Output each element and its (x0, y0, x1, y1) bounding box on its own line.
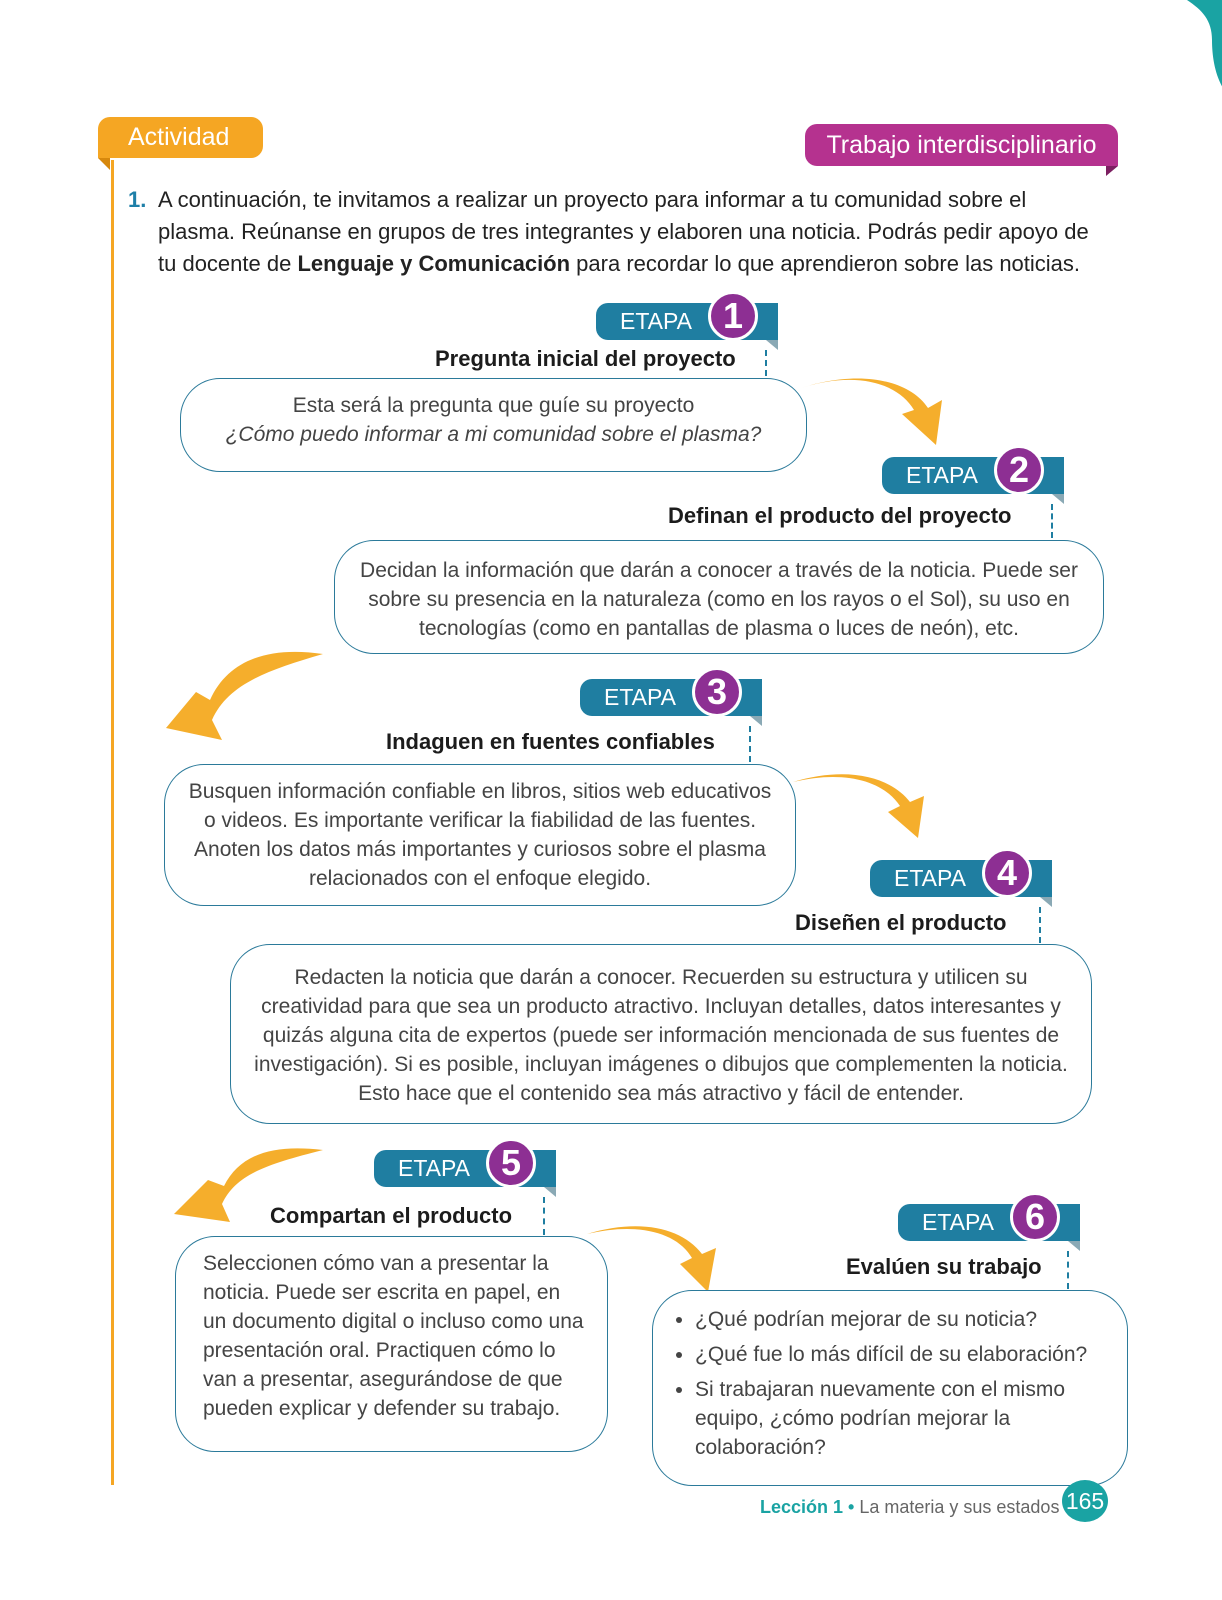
intro-bold-subject: Lenguaje y Comunicación (297, 251, 571, 276)
stage-6-questions (673, 1305, 1109, 1462)
stage-number: 5 (486, 1138, 536, 1188)
stage-1-badge (596, 295, 766, 340)
arrow-right-1 (796, 370, 946, 450)
interdisciplinary-tab: Trabajo interdisciplinario (805, 124, 1118, 166)
stage-2-title: Definan el producto del proyecto (668, 503, 1012, 528)
arrow-left-2 (158, 648, 328, 744)
stage-4-text: Redacten la noticia que darán a conocer. Recuerden su estructura y utilicen su creatividad para que sea un producto atractivo. Incluyan detalles, datos interesantes y quizás alguna cita de expertos (puede ser información mencionada de sus fuentes de investigación). Si es posible, incluyan imágenes o dibujos que complementen la noticia. Esto hace que el contenido sea más atractivo y fácil de entender. (254, 966, 1068, 1105)
footer-lesson (760, 1497, 1059, 1518)
stage-5-badge (374, 1142, 544, 1187)
lesson-label: Lección 1 (760, 1497, 844, 1517)
stage-connector (1039, 907, 1041, 943)
stage-5-text: Seleccionen cómo van a presentar la noticia. Puede ser escrita en papel, en un documento digital o incluso como una presentación oral. Practiquen cómo lo van a presentar, asegurándose de que pueden explicar y defender su trabajo. (203, 1252, 584, 1420)
intro-paragraph (128, 184, 1108, 276)
stage-label: ETAPA (620, 308, 692, 334)
corner-decoration (1092, 0, 1222, 110)
list-item: • ¿Qué podrían mejorar de su noticia? (695, 1305, 1109, 1334)
activity-tab-fold (98, 158, 110, 170)
stage-2-text: Decidan la información que darán a conocer a través de la noticia. Puede ser sobre su presencia en la naturaleza (como en los rayos o el Sol), su uso en tecnologías (como en pantallas de plasma o luces de neón), etc. (360, 559, 1078, 640)
stage-4-title: Diseñen el producto (795, 910, 1007, 935)
stage-connector (765, 350, 767, 376)
list-item: • Si trabajaran nuevamente con el mismo equipo, ¿cómo podrían mejorar la colaboración? (695, 1375, 1109, 1462)
stage-1-question: ¿Cómo puedo informar a mi comunidad sobre el plasma? (225, 423, 762, 446)
stage-label: ETAPA (922, 1209, 994, 1235)
stage-connector (1051, 504, 1053, 538)
stage-3-title: Indaguen en fuentes confiables (386, 729, 715, 754)
stage-6-title: Evalúen su trabajo (846, 1254, 1042, 1279)
stage-label: ETAPA (604, 684, 676, 710)
stage-label: ETAPA (398, 1155, 470, 1181)
arrow-right-3 (788, 772, 938, 842)
intro-text-part: A continuación, te invitamos a realizar un proyecto para informar a tu comunidad sobre el plasma. Reúnanse en grupos de tres integrantes y elaboren una noticia. Podrás pedir apoyo de tu docente de (158, 187, 1089, 276)
stage-number: 4 (982, 848, 1032, 898)
lesson-title: La materia y sus estados (859, 1497, 1060, 1517)
stage-4-box (230, 944, 1092, 1124)
stage-number: 6 (1010, 1192, 1060, 1242)
margin-line (111, 160, 114, 1485)
item-number: 1. (128, 187, 147, 212)
footer-separator: • (843, 1497, 860, 1517)
intro-text-part: para recordar lo que aprendieron sobre las noticias. (570, 251, 1081, 276)
stage-connector (1067, 1251, 1069, 1289)
stage-1-line: Esta será la pregunta que guíe su proyecto (292, 394, 695, 417)
stage-number: 3 (692, 667, 742, 717)
stage-label: ETAPA (894, 865, 966, 891)
stage-label: ETAPA (906, 462, 978, 488)
stage-2-box (334, 540, 1104, 654)
interdisciplinary-tab-fold (1106, 166, 1118, 176)
stage-5-title: Compartan el producto (270, 1203, 513, 1228)
stage-3-box (164, 764, 796, 906)
stage-connector (543, 1197, 545, 1235)
activity-tab: Actividad (98, 117, 263, 158)
stage-3-text: Busquen información confiable en libros, sitios web educativos o videos. Es importante verificar la fiabilidad de las fuentes. Anoten los datos más importantes y curiosos sobre el plasma relacionados con el enfoque elegido. (188, 780, 772, 890)
list-item: • ¿Qué fue lo más difícil de su elaboración? (695, 1340, 1109, 1369)
stage-6-badge (898, 1196, 1068, 1241)
stage-3-badge (580, 671, 750, 716)
stage-connector (749, 726, 751, 762)
stage-1-box (180, 378, 807, 472)
stage-number: 1 (708, 291, 758, 341)
arrow-right-5 (582, 1222, 732, 1296)
stage-2-badge (882, 449, 1052, 494)
stage-6-box (652, 1290, 1128, 1486)
stage-5-box (175, 1236, 608, 1452)
stage-4-badge (870, 852, 1040, 897)
intro-text (158, 184, 1108, 280)
page-number: 165 (1062, 1480, 1108, 1522)
stage-1-title: Pregunta inicial del proyecto (435, 346, 736, 371)
stage-number: 2 (994, 445, 1044, 495)
